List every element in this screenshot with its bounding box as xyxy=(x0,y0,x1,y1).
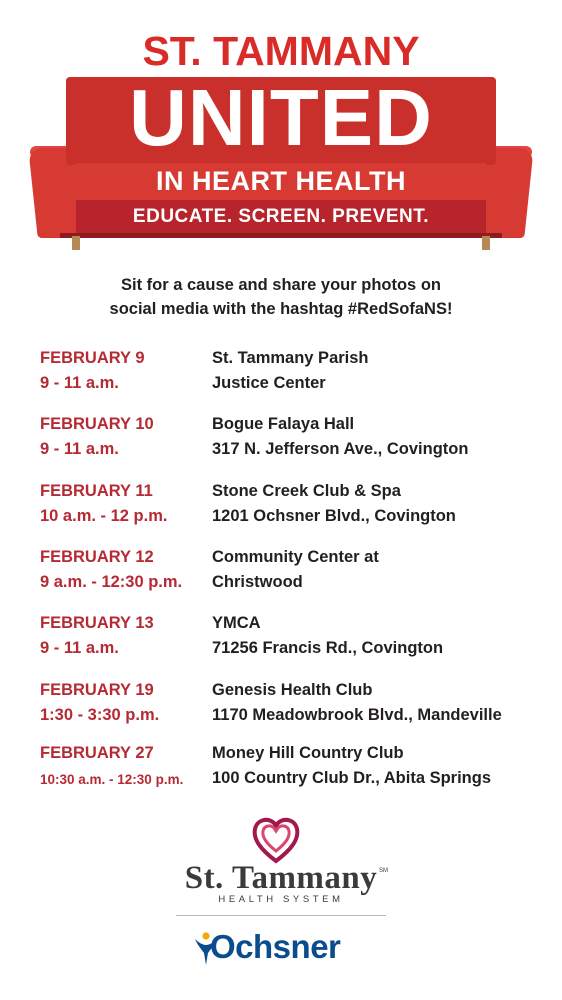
event-venue: Stone Creek Club & Spa xyxy=(212,482,401,500)
event-date: FEBRUARY 19 xyxy=(40,681,154,699)
title-tagline: EDUCATE. SCREEN. PREVENT. xyxy=(132,206,430,227)
event-address: 1201 Ochsner Blvd., Covington xyxy=(212,507,456,525)
logo-divider xyxy=(176,915,386,916)
event-row xyxy=(0,349,562,399)
ochsner-logo-text: Ochsner xyxy=(210,928,341,965)
event-date: FEBRUARY 11 xyxy=(40,482,153,500)
event-address: 100 Country Club Dr., Abita Springs xyxy=(212,769,492,787)
event-time: 9 - 11 a.m. xyxy=(40,440,119,458)
event-time: 9 - 11 a.m. xyxy=(40,639,119,657)
event-address: Christwood xyxy=(212,573,303,591)
event-row xyxy=(0,415,562,465)
event-time: 1:30 - 3:30 p.m. xyxy=(40,706,160,724)
event-date: FEBRUARY 9 xyxy=(40,349,145,367)
sofa-leg-left xyxy=(72,236,80,250)
event-venue: Genesis Health Club xyxy=(212,681,373,699)
health-system-text: HEALTH SYSTEM xyxy=(218,894,344,905)
event-address: 317 N. Jefferson Ave., Covington xyxy=(212,440,469,458)
event-address: 1170 Meadowbrook Blvd., Mandeville xyxy=(212,706,502,724)
event-venue: YMCA xyxy=(212,614,261,632)
event-row xyxy=(0,681,562,731)
event-row xyxy=(0,482,562,532)
event-date: FEBRUARY 27 xyxy=(40,744,154,762)
event-time: 9 - 11 a.m. xyxy=(40,374,119,392)
intro-line-1: Sit for a cause and share your photos on xyxy=(121,276,441,294)
event-date: FEBRUARY 13 xyxy=(40,614,154,632)
event-venue: St. Tammany Parish xyxy=(212,349,369,367)
event-venue: Community Center at xyxy=(212,548,379,566)
heart-logo-icon xyxy=(250,815,302,865)
event-address: 71256 Francis Rd., Covington xyxy=(212,639,444,657)
title-united: UNITED xyxy=(129,73,433,162)
event-date: FEBRUARY 12 xyxy=(40,548,154,566)
title-st-tammany: ST. TAMMANY xyxy=(142,28,420,74)
intro-text xyxy=(0,273,562,321)
event-time: 9 a.m. - 12:30 p.m. xyxy=(40,573,183,591)
event-time: 10 a.m. - 12 p.m. xyxy=(40,507,168,525)
event-row xyxy=(0,614,562,664)
event-venue: Money Hill Country Club xyxy=(212,744,404,762)
sofa-leg-right xyxy=(482,236,490,250)
event-address: Justice Center xyxy=(212,374,326,392)
service-mark: SM xyxy=(379,868,388,874)
event-row xyxy=(0,744,562,794)
intro-line-2: social media with the hashtag #RedSofaNS! xyxy=(109,300,453,318)
event-time: 10:30 a.m. - 12:30 p.m. xyxy=(40,772,184,787)
event-row xyxy=(0,548,562,598)
title-in-heart-health: IN HEART HEALTH xyxy=(156,166,406,196)
red-sofa-header xyxy=(0,0,562,260)
st-tammany-logo-text: St. Tammany xyxy=(184,860,378,896)
event-date: FEBRUARY 10 xyxy=(40,415,154,433)
event-venue: Bogue Falaya Hall xyxy=(212,415,355,433)
